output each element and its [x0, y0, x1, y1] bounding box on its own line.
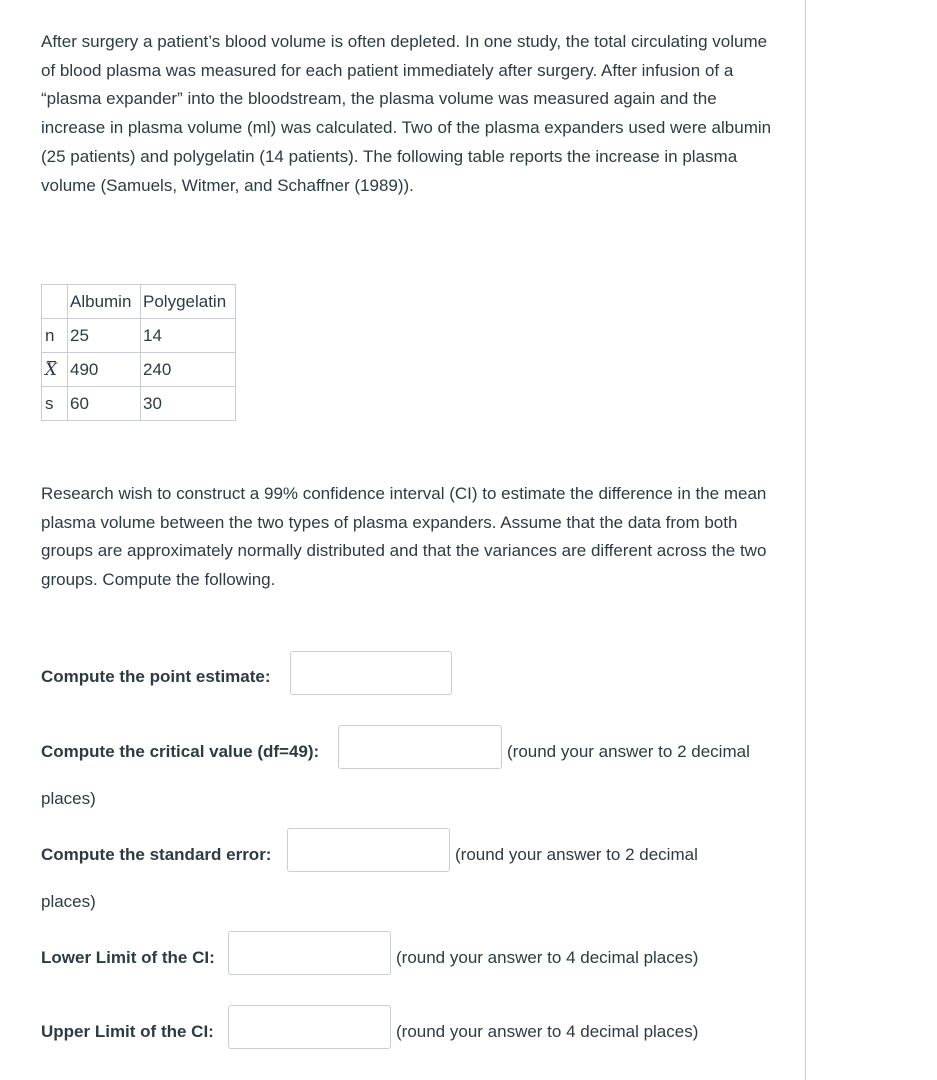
row-label: s [42, 387, 68, 421]
point-estimate-input[interactable] [290, 651, 452, 695]
critical-value-hint: (round your answer to 2 decimal [507, 742, 750, 761]
table-header-row [42, 285, 236, 319]
table-header-cell [42, 285, 68, 319]
table-row [42, 353, 236, 387]
point-estimate-label: Compute the point estimate: [41, 667, 271, 686]
polygelatin-cell: 240 [141, 353, 236, 387]
upper-limit-input[interactable] [228, 1005, 391, 1049]
albumin-cell: 60 [68, 387, 141, 421]
task-paragraph: Research wish to construct a 99% confidence interval (CI) to estimate the difference in the mean plasma volume between the two types of plasma expanders. Assume that the data from both groups are approximately normally distributed and that the variances are different across the two groups. Compute the following. [41, 484, 767, 590]
xbar-symbol: X [45, 359, 58, 380]
table-header-cell: Albumin [68, 285, 141, 319]
standard-error-hint: (round your answer to 2 decimal [455, 845, 698, 864]
standard-error-input[interactable] [287, 828, 450, 872]
standard-error-label: Compute the standard error: [41, 845, 272, 864]
lower-limit-label: Lower Limit of the CI: [41, 948, 215, 967]
polygelatin-cell: 14 [141, 319, 236, 353]
critical-value-label: Compute the critical value (df=49): [41, 742, 320, 761]
table-header-cell: Polygelatin [141, 285, 236, 319]
lower-limit-hint: (round your answer to 4 decimal places) [396, 948, 699, 967]
albumin-cell: 25 [68, 319, 141, 353]
polygelatin-cell: 30 [141, 387, 236, 421]
table-row [42, 387, 236, 421]
table-row [42, 319, 236, 353]
standard-error-hint-cont: places) [41, 892, 96, 911]
data-table [41, 284, 236, 421]
critical-value-input[interactable] [338, 725, 502, 769]
upper-limit-label: Upper Limit of the CI: [41, 1022, 214, 1041]
lower-limit-input[interactable] [228, 931, 391, 975]
intro-paragraph: After surgery a patient’s blood volume is often depleted. In one study, the total circulating volume of blood plasma was measured for each patient immediately after surgery. After infusion of a “plasma expander” into the bloodstream, the plasma volume was measured again and the increase in plasma volume (ml) was calculated. Two of the plasma expanders used were albumin (25 patients) and polygelatin (14 patients). The following table reports the increase in plasma volume (Samuels, Witmer, and Schaffner (1989)). [41, 32, 772, 195]
albumin-cell: 490 [68, 353, 141, 387]
critical-value-hint-cont: places) [41, 789, 96, 808]
row-label [42, 353, 68, 387]
row-label: n [42, 319, 68, 353]
upper-limit-hint: (round your answer to 4 decimal places) [396, 1022, 699, 1041]
